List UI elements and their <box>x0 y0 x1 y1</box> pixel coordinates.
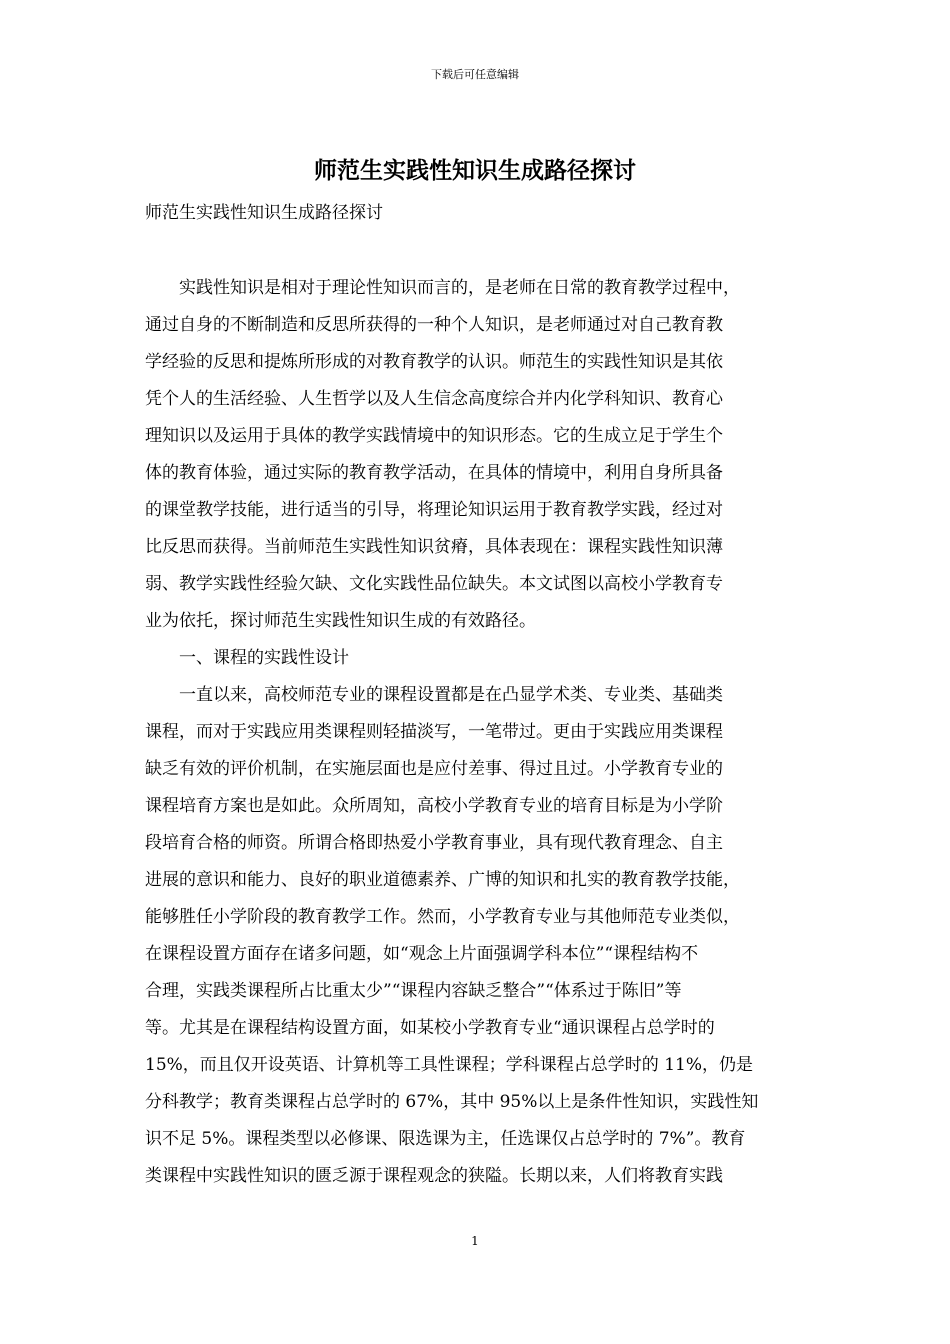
text-line: 识不足 5%。课程类型以必修课、限选课为主，任选课仅占总学时的 7%”。教育 <box>145 1129 746 1149</box>
header-note: 下载后可任意编辑 <box>431 68 519 81</box>
text-line: 类课程中实践性知识的匮乏源于课程观念的狭隘。长期以来，人们将教育实践 <box>145 1166 723 1186</box>
text-line: 业为依托，探讨师范生实践性知识生成的有效路径。 <box>145 611 536 631</box>
text-line: 一直以来，高校师范专业的课程设置都是在凸显学术类、专业类、基础类 <box>145 685 723 705</box>
text-line: 凭个人的生活经验、人生哲学以及人生信念高度综合并内化学科知识、教育心 <box>145 389 723 409</box>
text-line: 课程培育方案也是如此。众所周知，高校小学教育专业的培育目标是为小学阶 <box>145 796 723 816</box>
text-line: 通过自身的不断制造和反思所获得的一种个人知识，是老师通过对自己教育教 <box>145 315 723 335</box>
text-line: 进展的意识和能力、良好的职业道德素养、广博的知识和扎实的教育教学技能， <box>145 870 740 890</box>
text-line: 等。尤其是在课程结构设置方面，如某校小学教育专业“通识课程占总学时的 <box>145 1018 715 1038</box>
text-line: 缺乏有效的评价机制，在实施层面也是应付差事、得过且过。小学教育专业的 <box>145 759 723 779</box>
document-title: 师范生实践性知识生成路径探讨 <box>314 157 636 184</box>
text-line: 学经验的反思和提炼所形成的对教育教学的认识。师范生的实践性知识是其依 <box>145 352 723 372</box>
text-line: 比反思而获得。当前师范生实践性知识贫瘠，具体表现在：课程实践性知识薄 <box>145 537 723 557</box>
document-subtitle: 师范生实践性知识生成路径探讨 <box>145 203 383 223</box>
text-line: 分科教学；教育类课程占总学时的 67%，其中 95%以上是条件性知识，实践性知 <box>145 1092 759 1112</box>
text-line: 能够胜任小学阶段的教育教学工作。然而，小学教育专业与其他师范专业类似， <box>145 907 740 927</box>
page-number: 1 <box>471 1234 479 1248</box>
section-heading: 一、课程的实践性设计 <box>145 648 349 668</box>
text-line: 弱、教学实践性经验欠缺、文化实践性品位缺失。本文试图以高校小学教育专 <box>145 574 723 594</box>
text-line: 实践性知识是相对于理论性知识而言的，是老师在日常的教育教学过程中， <box>145 278 740 298</box>
text-line: 的课堂教学技能，进行适当的引导，将理论知识运用于教育教学实践，经过对 <box>145 500 723 520</box>
text-line: 合理，实践类课程所占比重太少”“课程内容缺乏整合”“体系过于陈旧”等 <box>145 981 682 1001</box>
text-line: 理知识以及运用于具体的教学实践情境中的知识形态。它的生成立足于学生个 <box>145 426 723 446</box>
text-line: 15%，而且仅开设英语、计算机等工具性课程；学科课程占总学时的 11%，仍是 <box>145 1055 753 1075</box>
body-text <box>145 270 807 1195</box>
text-line: 在课程设置方面存在诸多问题，如“观念上片面强调学科本位”“课程结构不 <box>145 944 699 964</box>
text-line: 课程，而对于实践应用类课程则轻描淡写，一笔带过。更由于实践应用类课程 <box>145 722 723 742</box>
text-line: 体的教育体验，通过实际的教育教学活动，在具体的情境中，利用自身所具备 <box>145 463 723 483</box>
text-line: 段培育合格的师资。所谓合格即热爱小学教育事业，具有现代教育理念、自主 <box>145 833 723 853</box>
